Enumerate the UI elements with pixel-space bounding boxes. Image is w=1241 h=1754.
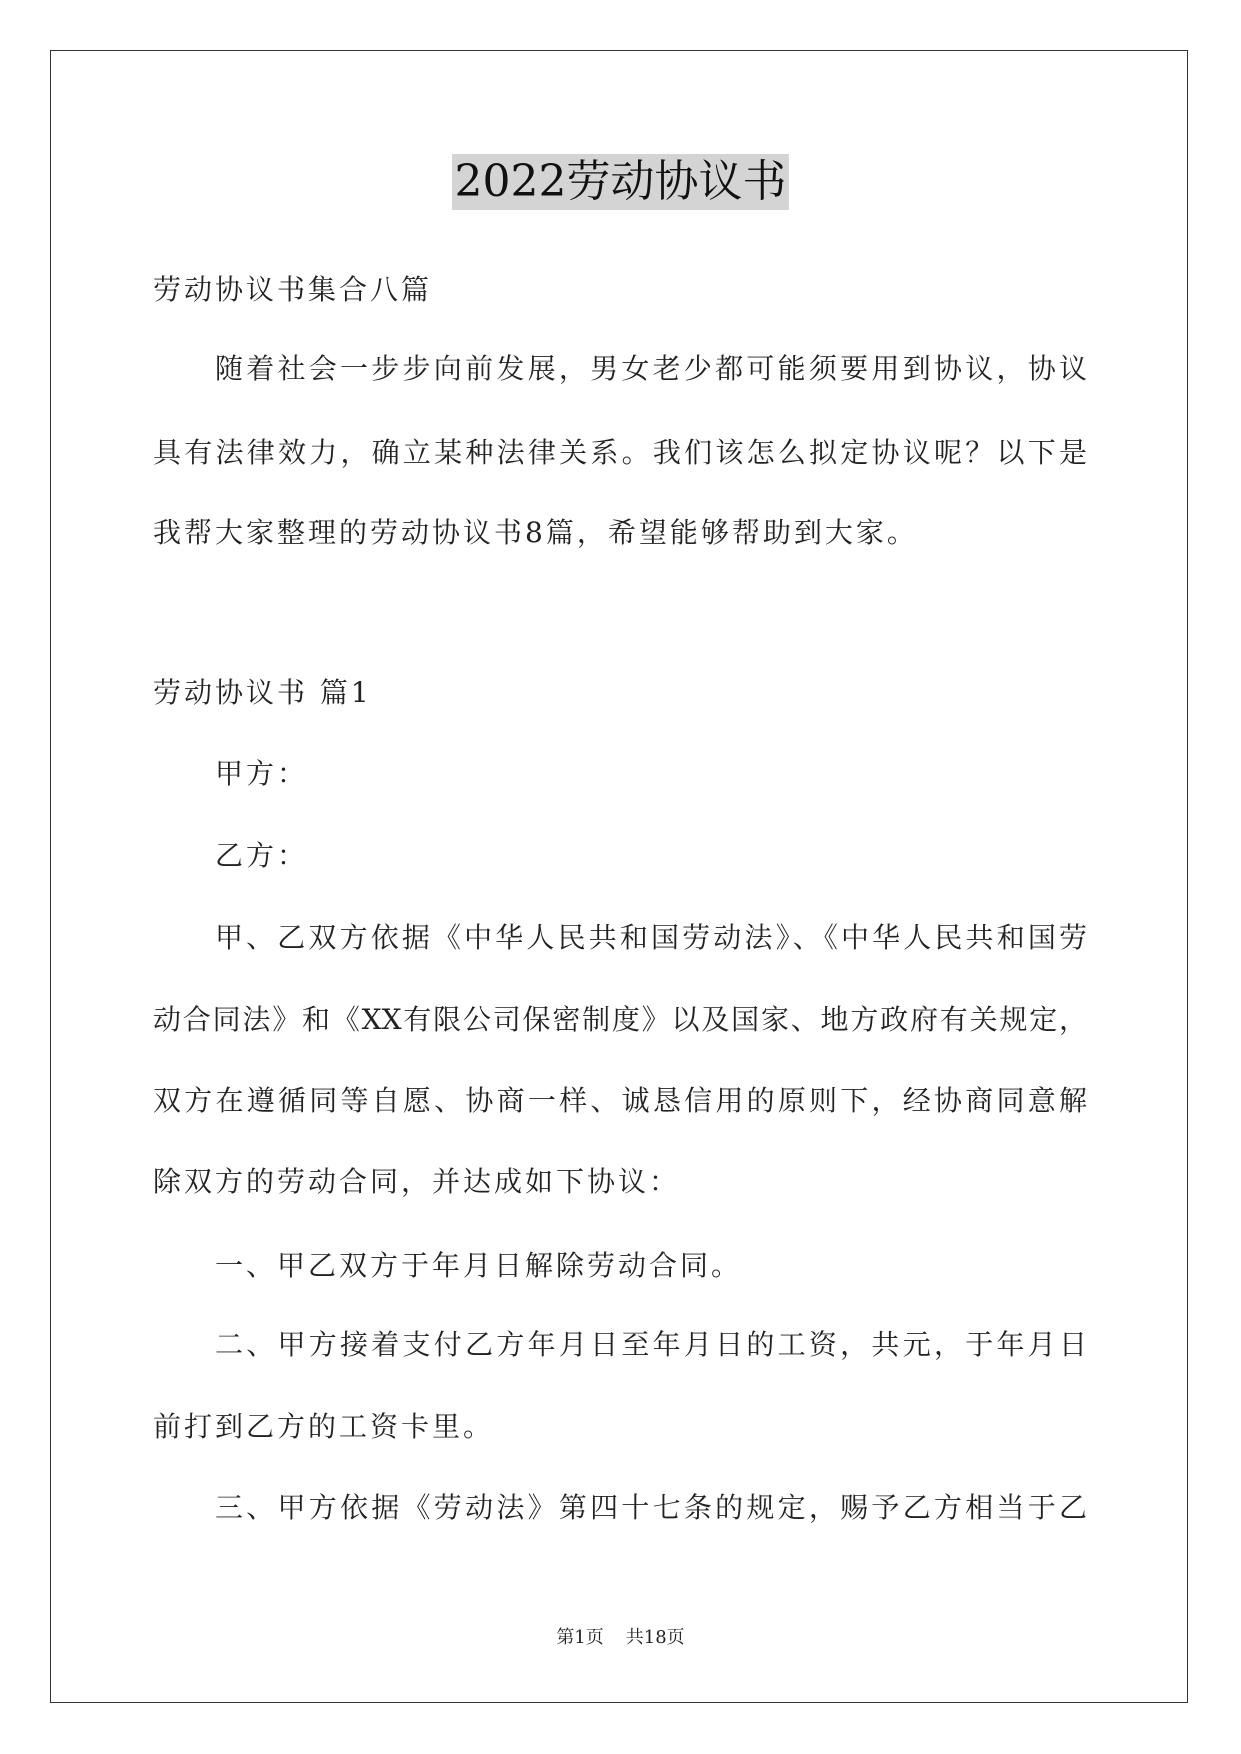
intro-line: 我帮大家整理的劳动协议书8篇，希望能够帮助到大家。 <box>153 516 918 549</box>
clause-1-line: 一、甲乙双方于年月日解除劳动合同。 <box>215 1249 743 1282</box>
party-a-label: 甲方： <box>215 757 309 790</box>
party-b-label: 乙方： <box>215 839 309 872</box>
preamble-line: 双方在遵循同等自愿、协商一样、诚恳信用的原则下，经协商同意解 <box>153 1084 1087 1117</box>
page-footer <box>0 1626 1241 1650</box>
clause-3-line: 三、甲方依据《劳动法》第四十七条的规定，赐予乙方相当于乙 <box>215 1491 1087 1524</box>
page-total: 共18页 <box>625 1627 685 1648</box>
document-subtitle: 劳动协议书集合八篇 <box>153 273 433 306</box>
document-title: 2022劳动协议书 <box>452 154 790 210</box>
title-row <box>0 154 1241 210</box>
clause-2-line: 二、甲方接着支付乙方年月日至年月日的工资，共元，于年月日 <box>215 1328 1087 1361</box>
preamble-line: 除双方的劳动合同，并达成如下协议： <box>153 1165 681 1198</box>
page-number: 第1页 <box>556 1627 604 1648</box>
preamble-line: 动合同法》和《XX有限公司保密制度》以及国家、地方政府有关规定， <box>153 1003 1087 1036</box>
clause-2-line: 前打到乙方的工资卡里。 <box>153 1410 495 1443</box>
section-heading: 劳动协议书 篇1 <box>153 676 372 709</box>
intro-line: 具有法律效力，确立某种法律关系。我们该怎么拟定协议呢？以下是 <box>153 436 1087 469</box>
intro-line: 随着社会一步步向前发展，男女老少都可能须要用到协议，协议 <box>215 352 1087 385</box>
preamble-line: 甲、乙双方依据《中华人民共和国劳动法》、《中华人民共和国劳 <box>215 921 1087 954</box>
